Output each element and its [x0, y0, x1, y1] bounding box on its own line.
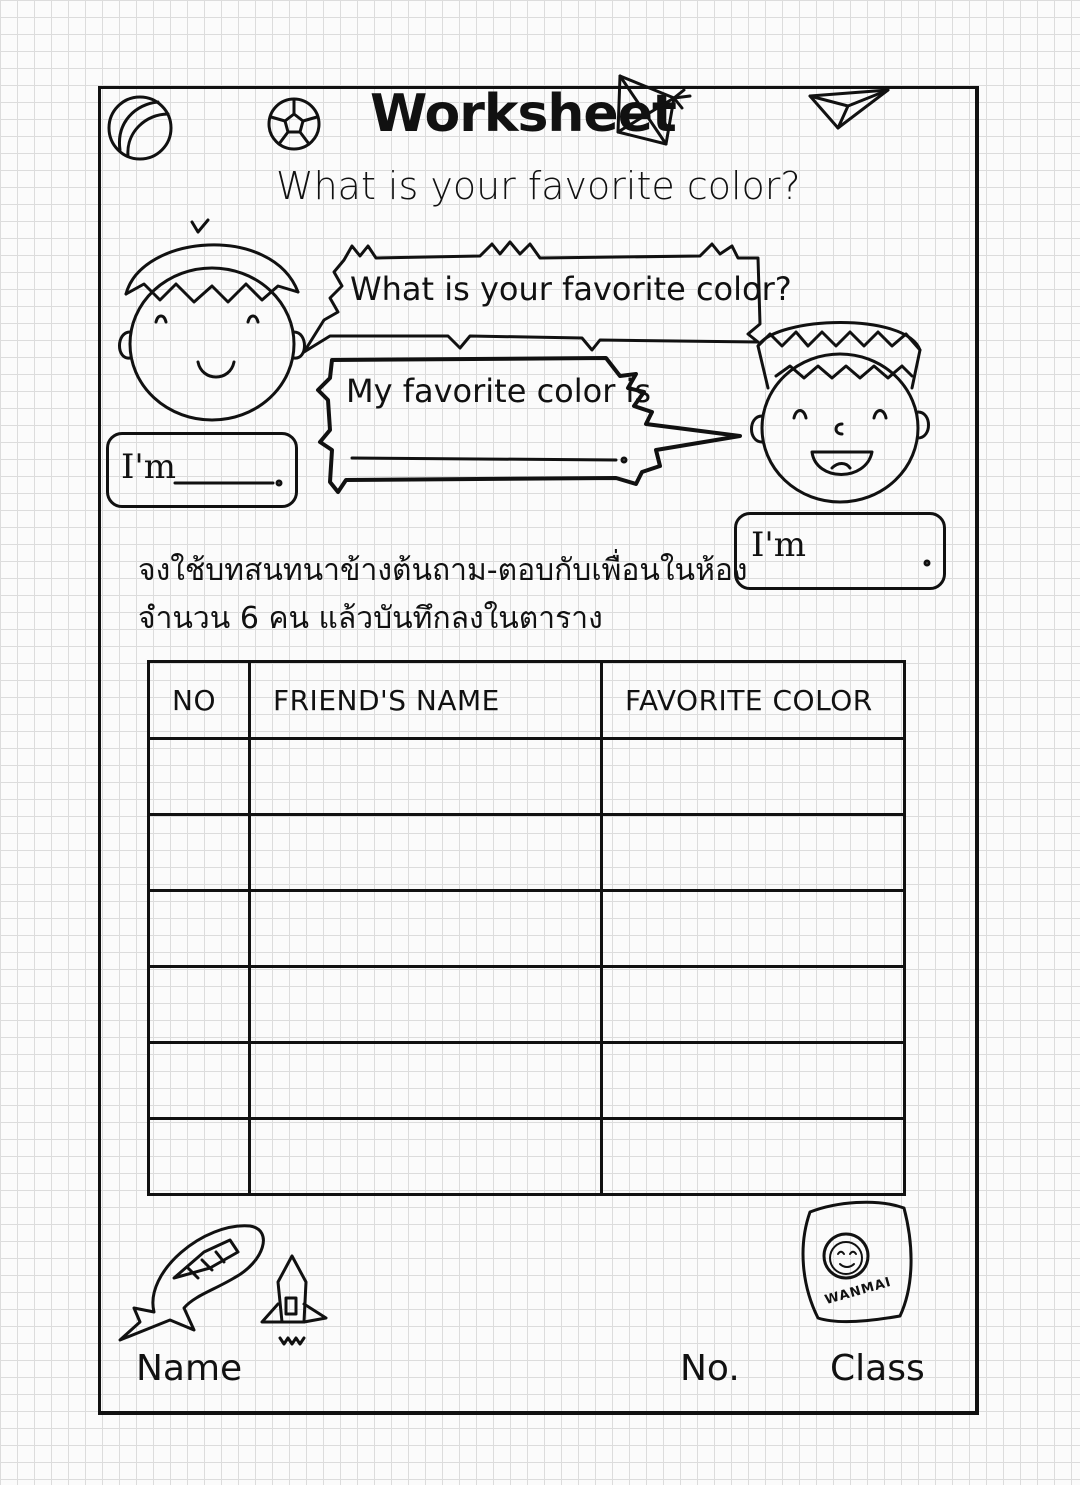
name-tag-label: I'm [121, 447, 177, 487]
column-header-friend-name: FRIEND'S NAME [250, 662, 602, 739]
instruction-line-2: จำนวน 6 คน แล้วบันทึกลงในตาราง [138, 601, 603, 636]
no-cell[interactable] [149, 967, 250, 1043]
favorite-color-cell[interactable] [602, 815, 905, 891]
no-cell[interactable] [149, 1119, 250, 1195]
column-header-favorite-color: FAVORITE COLOR [602, 662, 905, 739]
soccer-ball-icon [266, 96, 322, 152]
table-row [149, 1119, 905, 1195]
footer-no-label: No. [680, 1348, 740, 1389]
kite-icon [612, 72, 692, 154]
worksheet-title: Worksheet [370, 84, 676, 144]
table-row [149, 891, 905, 967]
name-tag-label: I'm [751, 525, 807, 565]
friend-name-cell[interactable] [250, 891, 602, 967]
table-row [149, 1043, 905, 1119]
no-cell[interactable] [149, 1043, 250, 1119]
no-cell[interactable] [149, 739, 250, 815]
beach-ball-icon [106, 92, 176, 164]
favorite-color-cell[interactable] [602, 891, 905, 967]
answer-bubble-text: My favorite color is [346, 372, 652, 410]
right-name-tag[interactable] [734, 512, 946, 590]
no-cell[interactable] [149, 891, 250, 967]
name-blank-line [173, 479, 283, 489]
friend-name-cell[interactable] [250, 1119, 602, 1195]
worksheet-question: What is your favorite color? [276, 164, 801, 208]
question-bubble-text: What is your favorite color? [350, 270, 792, 308]
period-dot [923, 559, 931, 567]
friend-name-cell[interactable] [250, 739, 602, 815]
table-header-row [149, 662, 905, 739]
favorite-color-cell[interactable] [602, 967, 905, 1043]
rocket-icon [256, 1252, 332, 1352]
whale-icon [114, 1212, 274, 1352]
friend-name-cell[interactable] [250, 815, 602, 891]
instruction-line-1: จงใช้บทสนทนาข้างต้นถาม-ตอบกับเพื่อนในห้อง [138, 553, 748, 588]
friend-name-cell[interactable] [250, 967, 602, 1043]
paper-plane-icon [808, 84, 892, 134]
footer-name-label: Name [136, 1348, 243, 1389]
footer-class-label: Class [830, 1348, 925, 1389]
wanmai-stamp [796, 1196, 916, 1326]
stamp-icon [796, 1196, 916, 1326]
stamp-label: WANMAI [823, 1274, 894, 1309]
boy-face-icon [112, 214, 312, 424]
favorite-color-cell[interactable] [602, 739, 905, 815]
friends-table [147, 660, 906, 1196]
no-cell[interactable] [149, 815, 250, 891]
left-name-tag[interactable] [106, 432, 298, 508]
table-row [149, 739, 905, 815]
column-header-no: NO [149, 662, 250, 739]
boy-face-icon [746, 306, 942, 506]
table-row [149, 967, 905, 1043]
table-row [149, 815, 905, 891]
favorite-color-cell[interactable] [602, 1043, 905, 1119]
friend-name-cell[interactable] [250, 1043, 602, 1119]
favorite-color-cell[interactable] [602, 1119, 905, 1195]
